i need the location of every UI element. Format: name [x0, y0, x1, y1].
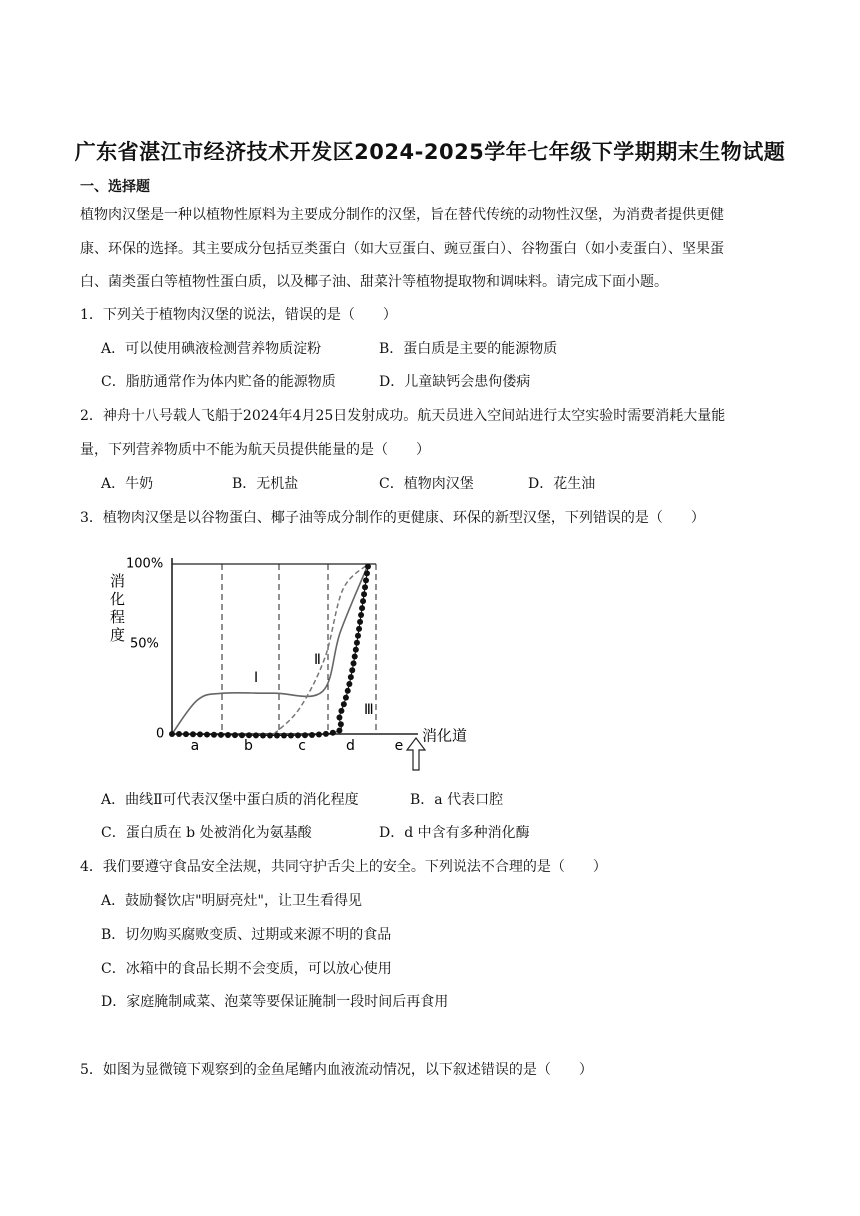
x-category-label: a [190, 738, 200, 754]
q3-option-a: A．曲线Ⅱ可代表汉堡中蛋白质的消化程度 [101, 792, 359, 808]
y-tick-50: 50% [130, 636, 159, 652]
x-category-label: d [346, 738, 355, 754]
q4-option-c: C．冰箱中的食品长期不会变质，可以放心使用 [101, 961, 392, 977]
series-3-point [274, 733, 280, 739]
q3-option-d: D．d 中含有多种消化酶 [379, 825, 530, 841]
series-3-point [211, 732, 217, 738]
series-3-point [364, 570, 370, 576]
y-axis-label-char: 消 [110, 572, 126, 590]
y-axis-label-char: 程 [110, 608, 126, 626]
x-axis-label: 消化道 [422, 726, 468, 745]
series-3-point [343, 695, 349, 701]
intro-line: 白、菌类蛋白等植物性蛋白质，以及椰子油、甜菜汁等植物提取物和调味料。请完成下面小题。 [80, 274, 668, 290]
series-label-3: Ⅲ [364, 702, 374, 718]
series-3-point [360, 598, 366, 604]
x-category-label: c [298, 738, 306, 754]
q2-option-d: D．花生油 [528, 476, 596, 492]
q1-option-c: C．脂肪通常作为体内贮备的能源物质 [101, 374, 336, 390]
series-3-point [365, 563, 371, 569]
series-3-point [330, 730, 336, 736]
series-3-point [345, 688, 351, 694]
series-3-point [356, 626, 362, 632]
q5-stem: 5．如图为显微镜下观察到的金鱼尾鳍内血液流动情况，以下叙述错误的是（ ） [80, 1062, 593, 1078]
digestion-chart [100, 542, 480, 782]
series-line-1 [172, 564, 368, 734]
series-3-point [197, 731, 203, 737]
q1-option-d: D．儿童缺钙会患佝偻病 [379, 374, 531, 390]
series-3-point [362, 584, 368, 590]
q1-stem: 1．下列关于植物肉汉堡的说法，错误的是（ ） [80, 307, 397, 323]
series-3-point [338, 708, 344, 714]
q1-option-b: B．蛋白质是主要的能源物质 [379, 341, 558, 357]
q2-option-a: A．牛奶 [101, 476, 154, 492]
digestion-chart-svg [100, 542, 480, 778]
series-3-point [295, 732, 301, 738]
series-3-point [281, 733, 287, 739]
series-3-point [183, 731, 189, 737]
intro-line: 植物肉汉堡是一种以植物性原料为主要成分制作的汉堡，旨在替代传统的动物性汉堡，为消费者提供更健 [80, 207, 724, 223]
series-3-point [363, 577, 369, 583]
series-3-point [355, 633, 361, 639]
q2-option-c: C．植物肉汉堡 [379, 476, 474, 492]
series-3-point [204, 732, 210, 738]
q4-option-b: B．切勿购买腐败变质、过期或来源不明的食品 [101, 927, 392, 943]
y-tick-100: 100% [126, 556, 164, 572]
q2-option-b: B．无机盐 [232, 476, 299, 492]
series-3-point [359, 605, 365, 611]
q2-stem-line2: 量，下列营养物质中不能为航天员提供能量的是（ ） [80, 442, 430, 458]
q4-stem: 4．我们要遵守食品安全法规，共同守护舌尖上的安全。下列说法不合理的是（ ） [80, 859, 607, 875]
series-3-point [309, 732, 315, 738]
series-3-point [323, 731, 329, 737]
intro-line: 康、环保的选择。其主要成分包括豆类蛋白（如大豆蛋白、豌豆蛋白）、谷物蛋白（如小麦蛋白）、坚果蛋 [80, 241, 724, 257]
series-3-point [357, 619, 363, 625]
x-category-label: e [394, 738, 404, 754]
section-heading: 一、选择题 [80, 179, 150, 195]
series-3-point [253, 732, 259, 738]
series-3-point [349, 667, 355, 673]
series-3-point [361, 591, 367, 597]
series-3-point [358, 612, 364, 618]
series-3-point [225, 732, 231, 738]
series-3-point [218, 732, 224, 738]
x-category-labels [191, 738, 404, 754]
series-3-point [338, 721, 344, 727]
series-3-point [336, 714, 342, 720]
series-3-point [288, 732, 294, 738]
q3-option-c: C．蛋白质在 b 处被消化为氨基酸 [101, 825, 312, 841]
series-3-point [267, 732, 273, 738]
series-3-point [353, 647, 359, 653]
series-3-point [260, 732, 266, 738]
series-3-point [232, 732, 238, 738]
series-3-point [169, 731, 175, 737]
series-3-point [354, 640, 360, 646]
series-3-point [341, 701, 347, 707]
y-axis-label-char: 化 [110, 590, 126, 608]
series-3-point [346, 681, 352, 687]
series-3-point [336, 727, 342, 733]
series-3-point [348, 674, 354, 680]
q4-option-a: A．鼓励餐饮店"明厨亮灶"，让卫生看得见 [101, 893, 362, 909]
x-category-label: b [244, 738, 253, 754]
q1-option-a: A．可以使用碘液检测营养物质淀粉 [101, 341, 322, 357]
y-axis-label [110, 572, 125, 644]
series-3-point [316, 732, 322, 738]
series-3-point [351, 660, 357, 666]
series-label-2: Ⅱ [314, 652, 321, 668]
q4-option-d: D．家庭腌制咸菜、泡菜等要保证腌制一段时间后再食用 [101, 994, 449, 1010]
series-3-point [176, 731, 182, 737]
q3-option-b: B．a 代表口腔 [410, 792, 504, 808]
series-3-point [246, 732, 252, 738]
series-3-point [302, 732, 308, 738]
series-3-point [190, 731, 196, 737]
series-3-point [352, 654, 358, 660]
y-tick-0: 0 [156, 726, 165, 742]
q2-stem-line1: 2．神舟十八号载人飞船于2024年4月25日发射成功。航天员进入空间站进行太空实验时需要消耗大量能 [80, 408, 726, 424]
q3-stem: 3．植物肉汉堡是以谷物蛋白、椰子油等成分制作的更健康、环保的新型汉堡，下列错误的是（ ） [80, 510, 705, 526]
series-3-point [239, 732, 245, 738]
page-title: 广东省湛江市经济技术开发区2024-2025学年七年级下学期期末生物试题 [74, 140, 786, 164]
y-axis-label-char: 度 [110, 626, 126, 644]
series-label-1: Ⅰ [254, 670, 259, 686]
